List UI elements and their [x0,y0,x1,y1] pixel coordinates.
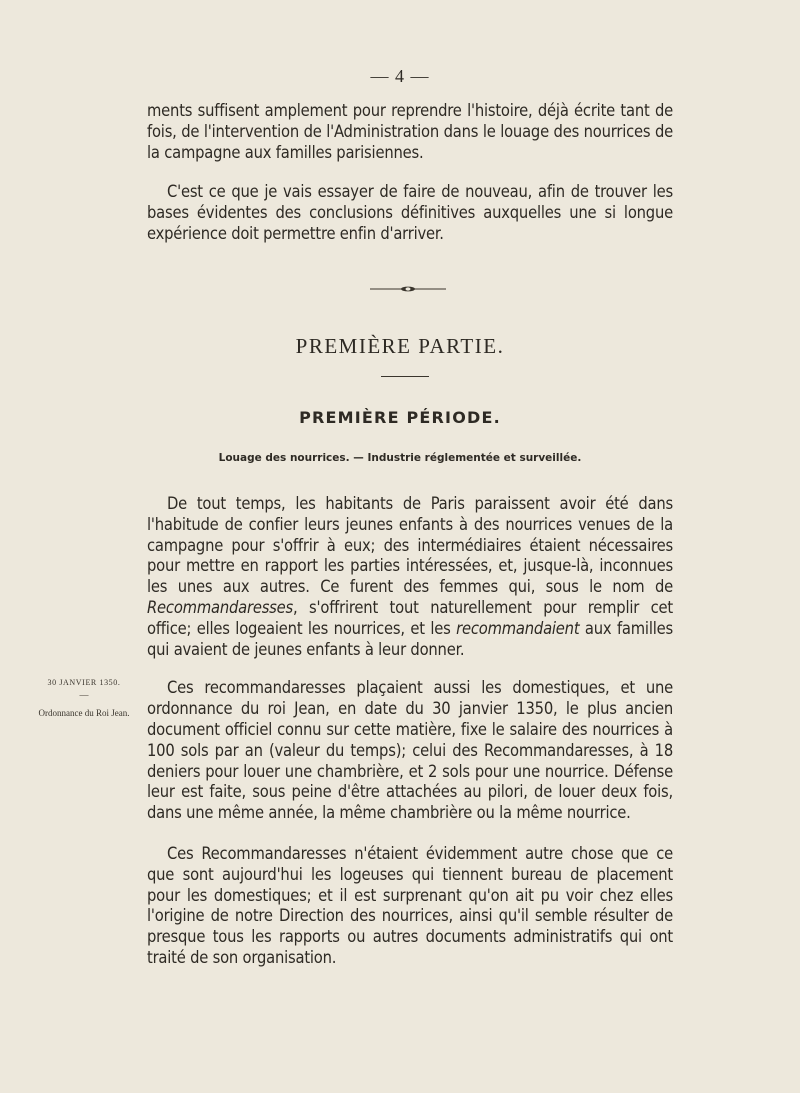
period-title: PREMIÈRE PÉRIODE. [299,408,501,427]
paragraph-3-part-c: aux familles qui avaient de jeunes enfants à leur donner. [147,618,673,659]
body-block [147,494,673,969]
section-subtitle: Louage des nourrices. — Industrie réglementée et surveillée. [218,452,582,464]
paragraph-3-part-b: , s'offrirent tout naturellement pour remplir cet office; elles logeaient les nourrices, et les [147,597,673,638]
margin-date: 30 JANVIER 1350. [47,678,121,687]
part-title: PREMIÈRE PARTIE. [295,334,505,358]
margin-dash: — [79,690,89,700]
page-number: — 4 — [370,66,430,86]
paragraph-4: Ces recommandaresses plaçaient aussi les domestiques, et une ordonnance du roi Jean, en date du 30 janvier 1350, le plus ancien document officiel connu sur cette matière, fixe le salaire des nourrices à 100 sols par an (valeur du temps); celui des Recommandaresses, à 18 deniers pour louer une chambrière, et 2 sols pour une nourrice. Défense leur est faite, sous peine d'être attachées au pilori, de louer deux fois, dans une même année, la même chambrière ou la même nourrice. [147,678,673,823]
paragraph-5: Ces Recommandaresses n'étaient évidemment autre chose que ce que sont aujourd'hui les logeuses qui tiennent bureau de placement pour les domestiques; et il est surprenant qu'on ait pu voir chez elles l'origine de notre Direction des nourrices, ainsi qu'il semble résulter de presque tous les rapports ou autres documents administratifs qui ont traité de son organisation. [147,843,673,967]
rule-divider [381,376,429,377]
term-recommandaient: recommandaient [456,618,580,638]
paragraph-1: ments suffisent amplement pour reprendre l'histoire, déjà écrite tant de fois, de l'intervention de l'Administration dans le louage des nourrices de la campagne aux familles parisiennes. [147,101,673,162]
paragraph-3 [147,494,673,660]
paragraph-2: C'est ce que je vais essayer de faire de nouveau, afin de trouver les bases évidentes des conclusions définitives auxquelles une si longue expérience doit permettre enfin d'arriver. [147,182,673,243]
ornament-divider [370,286,446,292]
margin-note-ordonnance: Ordonnance du Roi Jean. [38,708,130,718]
paragraph-3-part-a: De tout temps, les habitants de Paris paraissent avoir été dans l'habitude de confier leurs jeunes enfants à des nourrices venues de la campagne pour s'offrir à eux; des intermédiaires étaient nécessaires pour mettre en rapport les parties intéressées, et, jusque-là, inconnues les unes aux autres. Ce furent des femmes qui, sous le nom de [147,494,673,597]
intro-block [147,101,673,245]
term-recommandaresses: Recommandaresses [147,597,294,617]
